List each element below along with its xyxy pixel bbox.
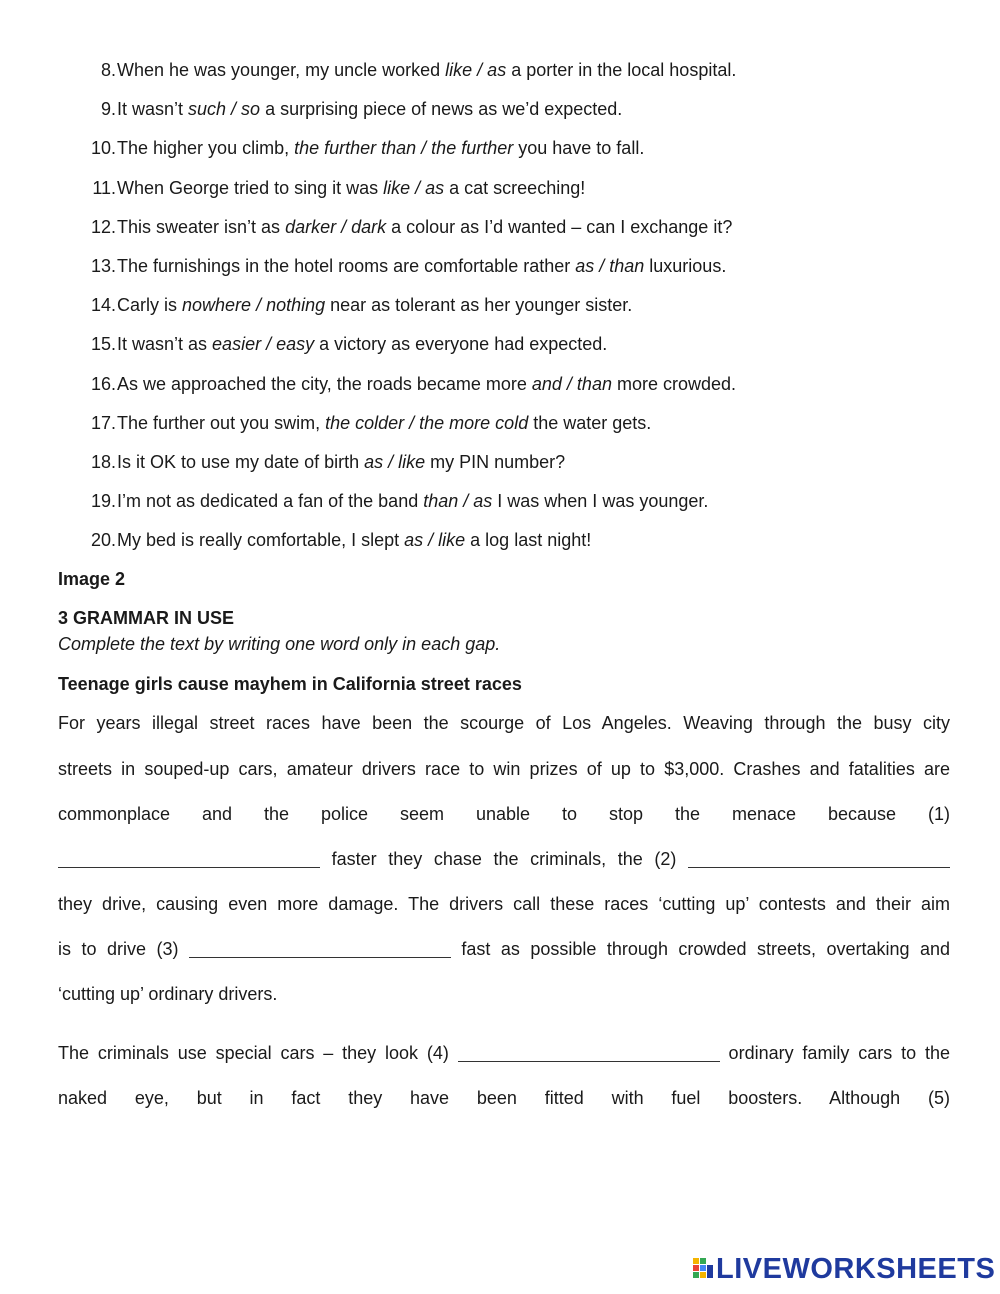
- item-text-pre: When he was younger, my uncle worked: [117, 60, 446, 80]
- exercise-item: [0, 89, 1000, 128]
- item-text: [117, 256, 726, 277]
- item-number: 19.: [90, 491, 116, 512]
- item-text-pre: The furnishings in the hotel rooms are comfortable rather: [117, 256, 576, 276]
- item-text-post: a porter in the local hospital.: [506, 60, 737, 80]
- item-text: [117, 334, 607, 355]
- para1-line1: For years illegal street races have been the scourge of Los Angeles. Weaving through the busy city: [58, 713, 950, 733]
- item-text-pre: Carly is: [117, 295, 183, 316]
- item-text: [117, 99, 622, 120]
- item-text-post: a victory as everyone had expected.: [314, 334, 608, 355]
- item-text-post: you have to fall.: [513, 138, 645, 159]
- para1-line6-post: fast as possible through crowded streets, overtaking and: [450, 939, 950, 959]
- gap-2[interactable]: [688, 849, 950, 868]
- exercise-item: [0, 403, 1000, 442]
- para1-line6: [58, 939, 950, 960]
- item-text-pre: Is it OK to use my date of birth: [117, 452, 365, 472]
- item-text-post: I was when I was younger.: [492, 491, 709, 512]
- exercise-item: [0, 168, 1000, 207]
- exercise-item: [0, 481, 1000, 520]
- instruction: Complete the text by writing one word only in each gap.: [58, 634, 501, 654]
- gap-3[interactable]: [189, 939, 451, 958]
- item-number: 11.: [92, 177, 116, 198]
- item-number: 16.: [90, 373, 116, 394]
- item-text-post: near as tolerant as her younger sister.: [325, 295, 633, 316]
- section-title: 3 GRAMMAR IN USE: [58, 608, 235, 628]
- para1-line7: ‘cutting up’ ordinary drivers.: [58, 984, 278, 1004]
- item-options[interactable]: easier / easy: [212, 334, 315, 355]
- para2-line1: [58, 1043, 950, 1064]
- article-title: Teenage girls cause mayhem in California street races: [58, 674, 522, 694]
- item-number: 18.: [90, 452, 116, 472]
- para1-line2: streets in souped-up cars, amateur drivers race to win prizes of up to $3,000. Crashes and fatalities are: [58, 759, 950, 779]
- exercise-item: [0, 285, 1000, 324]
- item-text: [117, 530, 591, 551]
- para1-line3: commonplace and the police seem unable to stop the menace because (1): [58, 804, 950, 824]
- item-text-pre: This sweater isn’t as: [117, 216, 286, 237]
- item-options[interactable]: darker / dark: [285, 216, 387, 237]
- item-text-pre: It wasn’t as: [117, 334, 213, 355]
- item-text-post: more crowded.: [611, 373, 737, 394]
- item-text: [117, 374, 736, 395]
- item-options[interactable]: like / as: [383, 177, 445, 198]
- item-text: [117, 295, 632, 316]
- exercise-item: [0, 324, 1000, 363]
- liveworksheets-logo-icon: [692, 1257, 714, 1281]
- item-text-pre: I’m not as dedicated a fan of the band: [117, 491, 424, 512]
- item-text: [117, 413, 651, 434]
- item-options[interactable]: the further than / the further: [294, 138, 514, 159]
- item-number: 8.: [100, 60, 116, 80]
- exercise-item: [0, 246, 1000, 285]
- item-text-pre: When George tried to sing it was: [117, 177, 384, 198]
- liveworksheets-logo[interactable]: [692, 1254, 995, 1284]
- para2-line1-pre: The criminals use special cars – they look (4): [58, 1043, 458, 1063]
- para2-line1-post: ordinary family cars to the: [719, 1043, 950, 1063]
- item-options[interactable]: nowhere / nothing: [182, 295, 326, 316]
- item-text: [117, 60, 736, 81]
- item-options[interactable]: the colder / the more cold: [325, 412, 529, 433]
- item-options[interactable]: as / than: [575, 256, 645, 276]
- item-text-post: my PIN number?: [425, 452, 566, 472]
- item-options[interactable]: like / as: [445, 60, 507, 80]
- item-text-pre: The higher you climb,: [117, 138, 295, 159]
- item-text-pre: My bed is really comfortable, I slept: [117, 530, 405, 551]
- item-text-post: a surprising piece of news as we’d expected.: [260, 99, 623, 120]
- item-options[interactable]: and / than: [531, 373, 612, 394]
- exercise-item: [0, 442, 1000, 481]
- para1-line4-text: faster they chase the criminals, the (2): [320, 849, 688, 869]
- exercise-item: [0, 364, 1000, 403]
- item-text-post: a colour as I’d wanted – can I exchange it?: [386, 216, 733, 237]
- item-number: 13.: [90, 256, 116, 276]
- item-text: [117, 178, 585, 199]
- item-number: 20.: [90, 530, 116, 551]
- item-number: 17.: [90, 412, 116, 433]
- item-options[interactable]: as / like: [404, 530, 466, 551]
- gap-1[interactable]: [58, 849, 320, 868]
- item-text-post: a cat screeching!: [444, 177, 586, 198]
- item-number: 12.: [90, 216, 116, 237]
- item-text: [117, 138, 644, 159]
- item-text-pre: The further out you swim,: [117, 412, 326, 433]
- gap-4[interactable]: [458, 1043, 720, 1062]
- item-number: 14.: [90, 295, 116, 316]
- item-text: [117, 452, 565, 473]
- item-number: 15.: [90, 334, 116, 355]
- para2-line2: naked eye, but in fact they have been fitted with fuel boosters. Although (5): [58, 1088, 950, 1108]
- exercise-item: [0, 207, 1000, 246]
- image-label: Image 2: [58, 569, 126, 589]
- item-options[interactable]: than / as: [423, 491, 493, 512]
- exercise-item: [0, 50, 1000, 89]
- item-options[interactable]: such / so: [188, 99, 261, 120]
- item-text-post: a log last night!: [465, 530, 592, 551]
- item-text-pre: It wasn’t: [117, 99, 189, 120]
- item-text-pre: As we approached the city, the roads became more: [117, 373, 532, 394]
- para1-line6-pre: is to drive (3): [58, 939, 189, 959]
- item-number: 10.: [90, 138, 116, 159]
- item-text: [117, 217, 732, 238]
- liveworksheets-logo-text: LIVEWORKSHEETS: [716, 1252, 996, 1285]
- item-options[interactable]: as / like: [364, 452, 426, 472]
- item-text-post: the water gets.: [528, 412, 652, 433]
- exercise-item: [0, 520, 1000, 559]
- item-text-post: luxurious.: [644, 256, 727, 276]
- item-text: [117, 491, 708, 512]
- para1-line4: [58, 849, 950, 870]
- exercise-item: [0, 128, 1000, 167]
- item-number: 9.: [100, 99, 116, 120]
- para1-line5: they drive, causing even more damage. The drivers call these races ‘cutting up’ contests and their aim: [58, 894, 950, 914]
